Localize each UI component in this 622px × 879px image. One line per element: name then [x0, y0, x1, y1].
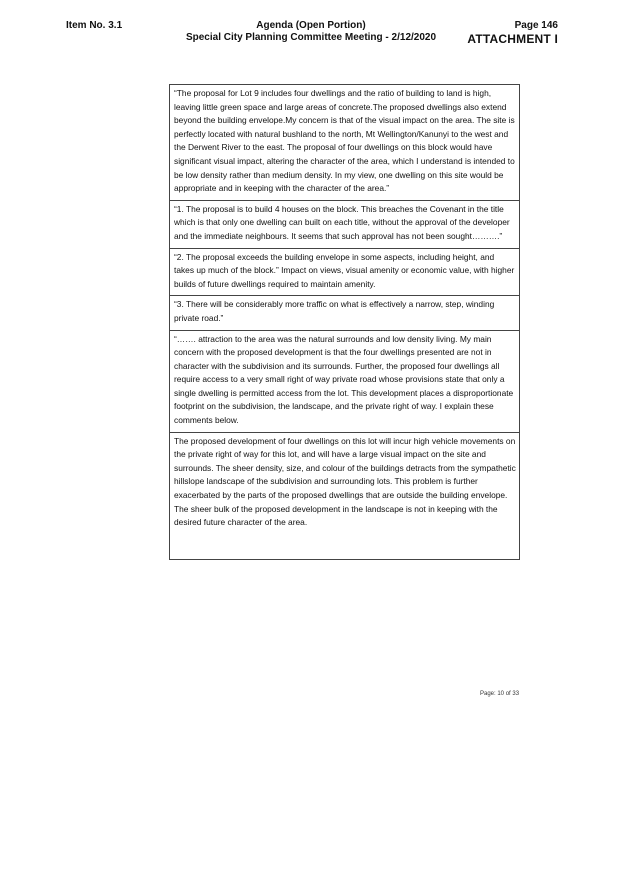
item-number: Item No. 3.1 [66, 20, 123, 31]
table-row [170, 248, 520, 296]
submission-cell: “……. attraction to the area was the natural surrounds and low density living. My main concern with the proposed development is that the four dwellings presented are not in character with the subdivision and its surrounds. Further, the proposed four dwellings all require access to a very small right of way private road whose provisions state that only a single dwelling is permitted access from the lot. This development places a disproportionate footprint on the subdivision, the landscape, and the private right of way. I explain these comments below. [170, 330, 520, 432]
submissions-table [169, 84, 520, 560]
submission-cell: The proposed development of four dwellings on this lot will incur high vehicle movements on the private right of way for this lot, and will have a large visual impact on the site and surrounds. The sheer density, size, and colour of the buildings detracts from the sympathetic hillslope landscape of the subdivision and surrounding lots. This problem is further exacerbated by the parts of the proposed dwellings that are outside the building envelope. The sheer bulk of the proposed development in the landscape is not in keeping with the desired future character of the area. [170, 432, 520, 559]
submission-cell: “1. The proposal is to build 4 houses on the block. This breaches the Covenant in the title which is that only one dwelling can built on each title, without the approval of the developer and the immediate neighbours. It seems that such approval has not been sought……….” [170, 200, 520, 248]
submission-cell: “2. The proposal exceeds the building envelope in some aspects, including height, and takes up much of the block.” Impact on views, visual amenity or economic value, with higher builds of future dwellings required to maintain amenity. [170, 248, 520, 296]
attachment-label: ATTACHMENT I [467, 32, 558, 46]
submission-cell: “The proposal for Lot 9 includes four dwellings and the ratio of building to land is high, leaving little green space and large areas of concrete.The proposed dwellings also extend beyond the building envelope.My concern is that of the visual impact on the area. The site is perfectly located with natural bushland to the north, Mt Wellington/Kanunyi to the west and the Derwent River to the east. The proposal of four dwellings on this block would have significant visual impact, altering the character of the area, which I understand is intended to be low density rather than medium density. In my view, one dwelling on this site would be appropriate and in keeping with the character of the area.” [170, 85, 520, 201]
table-row [170, 85, 520, 201]
table-row [170, 432, 520, 559]
agenda-title: Agenda (Open Portion) [256, 20, 366, 31]
page-header-right [467, 20, 558, 46]
agenda-header [150, 20, 472, 44]
page-number: Page 146 [514, 20, 558, 31]
page-footer: Page: 10 of 33 [480, 691, 520, 697]
table-row [170, 296, 520, 330]
submission-cell: “3. There will be considerably more traffic on what is effectively a narrow, step, winding private road.” [170, 296, 520, 330]
table-row [170, 200, 520, 248]
meeting-title: Special City Planning Committee Meeting - 2/12/2020 [185, 32, 437, 43]
table-row [170, 330, 520, 432]
